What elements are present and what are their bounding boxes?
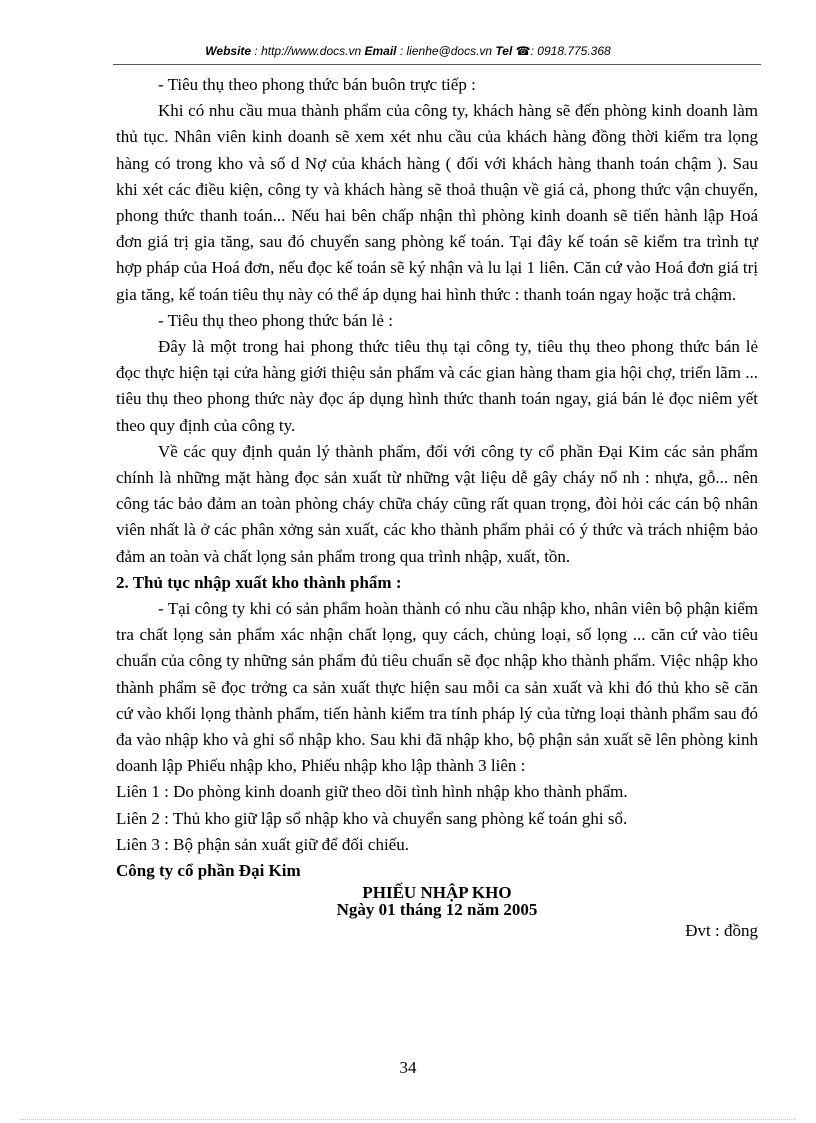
tel-label: Tel (495, 44, 513, 58)
paragraph-wholesale-heading: - Tiêu thụ theo phong thức bán buôn trực tiếp : (158, 75, 476, 94)
phone-icon: ☎ (515, 44, 531, 58)
email-value: : lienhe@docs.vn (399, 44, 493, 58)
form-title: PHIẾU NHẬP KHO (362, 883, 512, 903)
section-paragraph: - Tại công ty khi có sản phẩm hoàn thành có nhu cầu nhập kho, nhân viên bộ phận kiểm tra chất lọng sản phẩm xác nhận chất lọng, quy cách, chủng loại, số lọng ... căn cứ vào tiêu chuẩn của công ty những sản phẩm đủ tiêu chuẩn sẽ đọc nhập kho thành phẩm. Việc nhập kho thành phẩm sẽ đọc trởng ca sản xuất thực hiện sau mỗi ca sản xuất và khi đó thủ kho sẽ căn cứ vào khối lọng thành phẩm, tiến hành kiểm tra tính pháp lý của từng loại thành phẩm sau đó đa vào nhập kho và ghi sổ nhập kho. Sau khi đã nhập kho, bộ phận sản xuất sẽ lên phòng kinh doanh lập Phiếu nhập kho, Phiếu nhập kho lập thành 3 liên : (116, 599, 758, 776)
website-value: : http://www.docs.vn (254, 44, 362, 58)
tel-value: : 0918.775.368 (530, 44, 611, 58)
website-label: Website (205, 44, 252, 58)
paragraph-regulations: Về các quy định quản lý thành phẩm, đối với công ty cổ phần Đại Kim các sản phẩm chính là những mặt hàng đọc sản xuất từ những vật liệu dễ gây cháy nổ nh : nhựa, gỗ... nên công tác bảo đảm an toàn phòng cháy chữa cháy cũng rất quan trọng, đòi hỏi các cán bộ nhân viên nhất là ở các phân xởng sản xuất, các kho thành phẩm phải có ý thức và trách nhiệm bảo đảm an toàn và chất lọng sản phẩm trong qua trình nhập, xuất, tồn. (116, 441, 758, 566)
page-number: 34 (399, 1058, 417, 1077)
paragraph-retail-body: Đây là một trong hai phong thức tiêu thụ tại công ty, tiêu thụ theo phong thức bán lẻ đọc thực hiện tại cửa hàng giới thiệu sản phẩm và các gian hàng tham gia hội chợ, triển lãm ... tiêu thụ theo phong thức này đọc áp dụng hình thức thanh toán ngay, giá bán lẻ đọc niêm yết theo quy định của công ty. (116, 337, 758, 435)
footer-divider (20, 1119, 796, 1120)
company-name: Công ty cổ phần Đại Kim (116, 861, 301, 881)
lien-item-3: Liên 3 : Bộ phận sản xuất giữ để đối chiếu. (116, 834, 409, 854)
document-body (116, 72, 758, 945)
email-label: Email (364, 44, 397, 58)
paragraph-wholesale-body: Khi có nhu cầu mua thành phẩm của công ty, khách hàng sẽ đến phòng kinh doanh làm thủ tục. Nhân viên kinh doanh sẽ xem xét nhu cầu của khách hàng đồng thời kiểm tra lọng hàng có trong kho và số d Nợ của khách hàng ( đối với khách hàng thanh toán chậm ). Sau khi xét các điều kiện, công ty và khách hàng sẽ thoả thuận về giá cả, phong thức vận chuyển, phong thức thanh toán... Nếu hai bên chấp nhận thì phòng kinh doanh sẽ tiến hành lập Hoá đơn giá trị gia tăng, sau đó chuyển sang phòng kế toán. Tại đây kế toán sẽ kiểm tra trình tự hợp pháp của Hoá đơn, nếu đọc kế toán sẽ ký nhận và lu lại 1 liên. Căn cứ vào Hoá đơn giá trị gia tăng, kế toán tiêu thụ này có thể áp dụng hai hình thức : thanh toán ngay hoặc trả chậm. (116, 101, 758, 304)
lien-item-2: Liên 2 : Thủ kho giữ lập sổ nhập kho và chuyển sang phòng kế toán ghi sổ. (116, 808, 628, 828)
unit-label: Đvt : đồng (685, 921, 758, 941)
form-date: Ngày 01 tháng 12 năm 2005 (336, 900, 538, 920)
page-header (0, 44, 816, 58)
header-divider (113, 64, 761, 65)
section-heading: 2. Thủ tục nhập xuất kho thành phẩm : (116, 572, 402, 592)
paragraph-retail-heading: - Tiêu thụ theo phong thức bán lẻ : (158, 310, 393, 330)
lien-item-1: Liên 1 : Do phòng kinh doanh giữ theo dõi tình hình nhập kho thành phẩm. (116, 782, 628, 802)
